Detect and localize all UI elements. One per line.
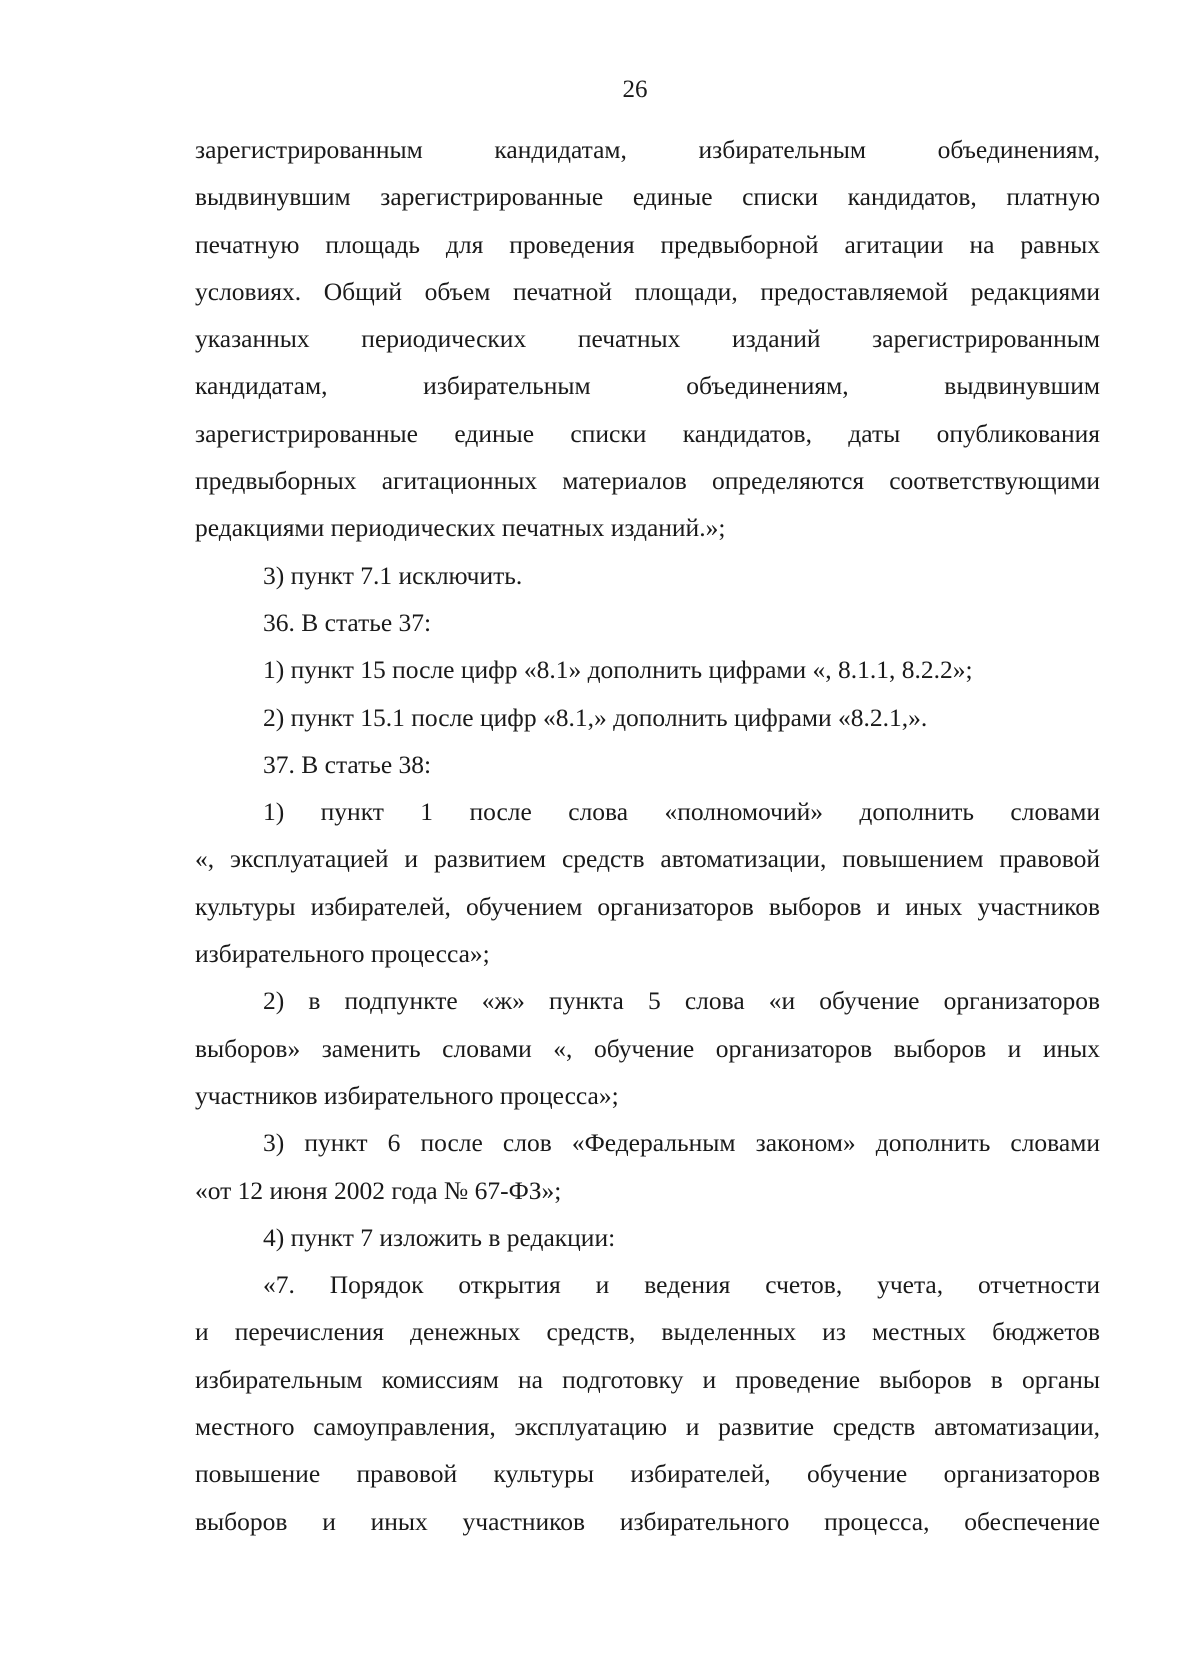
text-line: «, эксплуатацией и развитием средств автоматизации, повышением правовой: [195, 844, 1100, 874]
text-line: зарегистрированные единые списки кандидатов, даты опубликования: [195, 418, 1100, 448]
text-line: выборов» заменить словами «, обучение организаторов выборов и иных: [195, 1033, 1100, 1063]
text-line: 3) пункт 6 после слов «Федеральным законом» дополнить словами: [263, 1128, 1100, 1158]
text-line: избирательного процесса»;: [195, 939, 490, 969]
text-line: и перечисления денежных средств, выделенных из местных бюджетов: [195, 1317, 1100, 1347]
text-line: 37. В статье 38:: [263, 749, 432, 779]
text-line: 4) пункт 7 изложить в редакции:: [263, 1222, 616, 1252]
text-line: повышение правовой культуры избирателей, обучение организаторов: [195, 1459, 1100, 1489]
text-line: 1) пункт 15 после цифр «8.1» дополнить цифрами «, 8.1.1, 8.2.2»;: [263, 655, 973, 685]
text-line: условиях. Общий объем печатной площади, предоставляемой редакциями: [195, 276, 1100, 306]
text-line: «от 12 июня 2002 года № 67-ФЗ»;: [195, 1175, 562, 1205]
text-line: 1) пункт 1 после слова «полномочий» дополнить словами: [263, 797, 1100, 827]
text-line: 36. В статье 37:: [263, 607, 432, 637]
page-number: 26: [622, 76, 648, 103]
text-line: избирательным комиссиям на подготовку и проведение выборов в органы: [195, 1364, 1100, 1394]
text-line: «7. Порядок открытия и ведения счетов, учета, отчетности: [263, 1270, 1100, 1300]
text-line: выборов и иных участников избирательного процесса, обеспечение: [195, 1506, 1100, 1536]
text-line: участников избирательного процесса»;: [195, 1080, 619, 1110]
text-line: местного самоуправления, эксплуатацию и развитие средств автоматизации,: [195, 1412, 1100, 1442]
text-line: зарегистрированным кандидатам, избирательным объединениям,: [195, 135, 1100, 164]
text-line: 2) в подпункте «ж» пункта 5 слова «и обучение организаторов: [263, 986, 1100, 1016]
text-line: 3) пункт 7.1 исключить.: [263, 560, 523, 590]
text-line: печатную площадь для проведения предвыборной агитации на равных: [195, 229, 1100, 259]
text-line: культуры избирателей, обучением организаторов выборов и иных участников: [195, 891, 1100, 921]
text-line: редакциями периодических печатных изданий.»;: [195, 513, 726, 543]
text-line: указанных периодических печатных изданий зарегистрированным: [195, 324, 1100, 354]
text-line: выдвинувшим зарегистрированные единые списки кандидатов, платную: [195, 182, 1100, 212]
text-line: 2) пункт 15.1 после цифр «8.1,» дополнить цифрами «8.2.1,».: [263, 702, 928, 732]
text-line: предвыборных агитационных материалов определяются соответствующими: [195, 466, 1100, 496]
text-line: кандидатам, избирательным объединениям, выдвинувшим: [195, 371, 1100, 401]
document-body: [195, 126, 1100, 1545]
